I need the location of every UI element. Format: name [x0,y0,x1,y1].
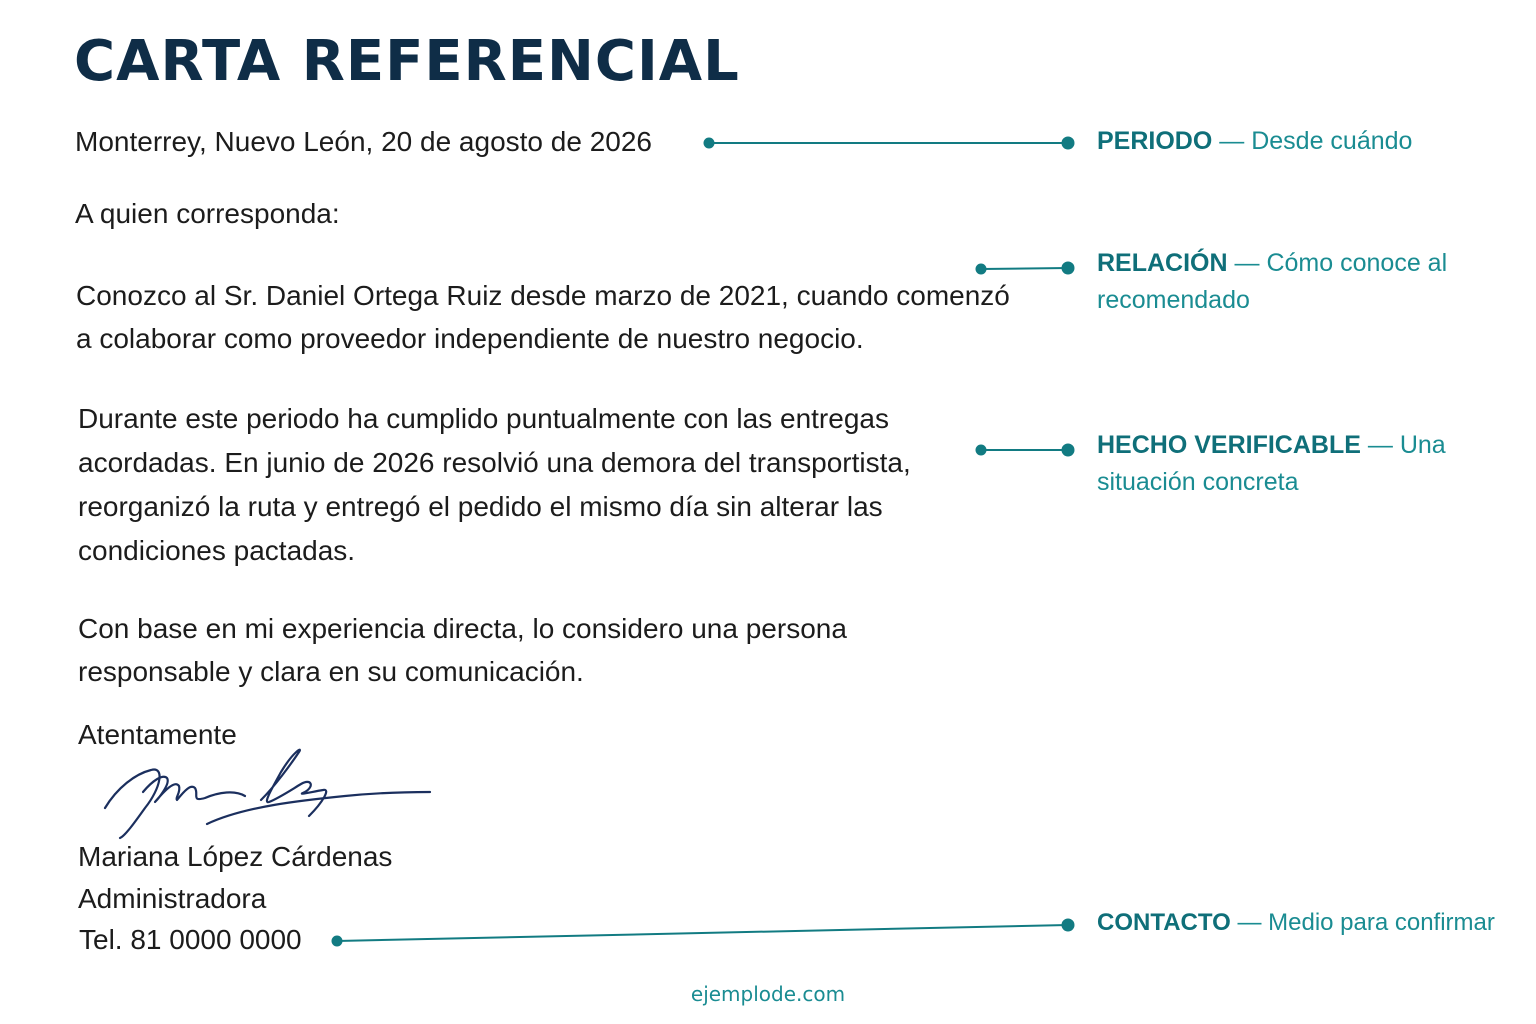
footer-site: ejemplode.com [690,982,846,1006]
connector-dot [977,265,986,274]
annotation-separator: — [1237,909,1262,936]
letter-title: CARTA REFERENCIAL [74,29,740,94]
connector-dot [1063,445,1074,456]
annotation-desc: Cómo conoce al recomendado [1097,249,1448,314]
connector-dot [1063,920,1074,931]
paragraph-fact: Durante este periodo ha cumplido puntualmente con las entregas acordadas. En junio de 2026 resolvió una demora del transportista, reorganizó la ruta y entregó el pedido el mismo día sin alterar las condiciones pactadas. [78,403,911,566]
annotation-separator: — [1234,249,1260,277]
signer-role: Administradora [78,883,267,914]
annotation-separator: — [1219,127,1245,155]
connector-dot [1063,138,1074,149]
place-date: Monterrey, Nuevo León, 20 de agosto de 2026 [75,126,652,157]
annotation-relacion [1097,245,1477,319]
closing: Atentamente [78,719,237,750]
greeting: A quien corresponda: [75,198,340,229]
connector-contacto [337,925,1068,941]
signer-phone: Tel. 81 0000 0000 [79,924,302,955]
connector-dot [1063,263,1074,274]
annotation-hecho-verificable [1097,427,1477,501]
signer-name: Mariana López Cárdenas [78,841,393,872]
connector-dot [977,446,986,455]
paragraph-relation: Conozco al Sr. Daniel Ortega Ruiz desde marzo de 2021, cuando comenzó a colaborar como proveedor independiente de nuestro negocio. [76,280,1010,354]
annotation-periodo [1097,123,1412,160]
annotation-label: CONTACTO [1097,909,1231,936]
annotation-separator: — [1367,431,1393,459]
annotation-desc: Desde cuándo [1251,127,1413,155]
annotation-contacto [1097,904,1517,941]
paragraph-conclusion: Con base en mi experiencia directa, lo considero una persona responsable y clara en su comunicación. [78,613,847,687]
annotation-label: HECHO VERIFICABLE [1097,431,1361,459]
connector-dot [705,139,714,148]
annotation-label: PERIODO [1097,127,1213,155]
connector-dot [333,937,342,946]
annotation-desc: Una situación concreta [1097,431,1446,496]
connector-relacion [981,268,1068,269]
annotation-label: RELACIÓN [1097,249,1228,277]
annotation-desc: Medio para confirmar [1268,909,1495,936]
